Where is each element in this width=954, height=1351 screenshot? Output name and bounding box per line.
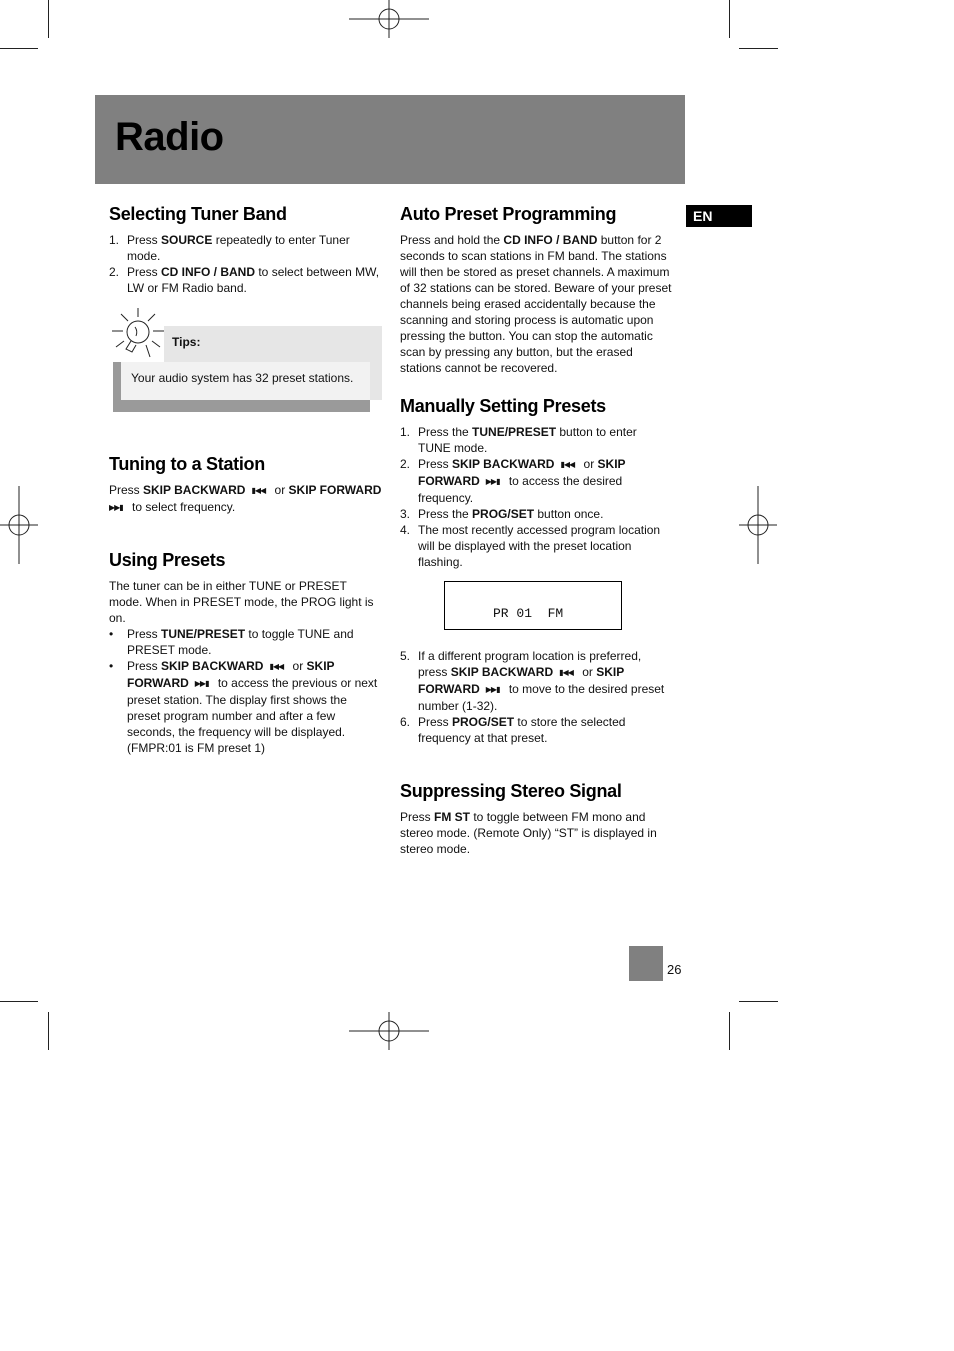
heading-using-presets: Using Presets [109,550,226,570]
list-item: 6. Press PROG/SET to store the selected frequency at that preset. [400,715,626,745]
chapter-header [95,95,685,184]
heading-auto-preset-programming: Auto Preset Programming [400,204,617,224]
skip-forward-icon: ▶▶▮ [485,477,500,486]
stereo-text: Press FM ST to toggle between FM mono and stereo mode. (Remote Only) “ST” is displayed in stereo mode. [400,810,657,856]
tips-text: Your audio system has 32 preset stations. [131,371,354,385]
crop-mark [0,1001,38,1002]
list-item: 3. Press the PROG/SET button once. [400,507,604,521]
tips-frame [113,400,370,412]
list-item: 1. Press the TUNE/PRESET button to enter TUNE mode. [400,425,637,455]
heading-selecting-tuner-band: Selecting Tuner Band [109,204,287,224]
crop-mark [48,1012,49,1050]
skip-backward-icon: ▮◀◀ [269,662,284,671]
registration-mark-left [0,486,40,564]
skip-forward-icon: ▶▶▮ [485,685,500,694]
skip-backward-icon: ▮◀◀ [251,486,266,495]
manual-steps-2 [400,648,672,746]
list-item: 1. Press SOURCE repeatedly to enter Tuner mode. [109,233,350,263]
language-tag: EN [686,205,752,227]
page-number-box [629,946,663,981]
crop-mark [48,0,49,38]
skip-forward-icon: ▶▶▮ [109,503,123,512]
tips-label: Tips: [172,335,201,349]
chapter-title: Radio [115,115,224,159]
skip-backward-icon: ▮◀◀ [559,668,573,677]
manual-steps-1 [400,424,672,570]
crop-mark [729,0,730,38]
heading-suppressing-stereo-signal: Suppressing Stereo Signal [400,781,622,801]
crop-mark [739,48,778,49]
page-number: 26 [667,962,682,977]
heading-tuning-to-a-station: Tuning to a Station [109,454,265,474]
presets-intro: The tuner can be in either TUNE or PRESET mode. When in PRESET mode, the PROG light is on. [109,579,374,625]
skip-forward-icon: ▶▶▮ [194,679,209,688]
selecting-steps [109,232,384,296]
skip-backward-icon: ▮◀◀ [560,460,575,469]
list-item: • Press TUNE/PRESET to toggle TUNE and PRESET mode. [109,627,354,657]
crop-mark [739,1001,778,1002]
list-item: 2. Press CD INFO / BAND to select between MW, LW or FM Radio band. [109,265,380,295]
list-item: 2. Press SKIP BACKWARD ▮◀◀ or SKIP FORWARD ▶▶▮ to access the desired frequency. [400,457,626,505]
tuning-text: Press SKIP BACKWARD ▮◀◀ or SKIP FORWARD ▶▶▮ to select frequency. [109,483,382,514]
crop-mark [729,1012,730,1050]
list-item: • Press SKIP BACKWARD ▮◀◀ or SKIP FORWARD ▶▶▮ to access the previous or next preset station. The display first shows the preset program number and after a few seconds, the frequency will be displayed. (FMPR:01 is FM preset 1) [109,659,378,755]
crop-mark [0,48,38,49]
auto-preset-text: Press and hold the CD INFO / BAND button for 2 seconds to scan stations in FM band. The stations will then be stored as preset channels. A maximum of 32 stations can be stored. Beware of your preset channels being erased accidentally because the scanning and storing process is automatic upon pressing the button. You can stop the automatic scan by pressing any button, but the erased stations cannot be recovered. [400,233,672,375]
heading-manually-setting-presets: Manually Setting Presets [400,396,606,416]
presets-text [109,578,381,756]
registration-mark-top [349,0,429,38]
list-item: 4. The most recently accessed program location will be displayed with the preset location flashing. [400,523,661,569]
lcd-display-sample [444,581,622,630]
list-item: 5. If a different program location is preferred, press SKIP BACKWARD ▮◀◀ or SKIP FORWARD ▶▶▮ to move to the desired preset number (1-32). [400,649,665,713]
registration-mark-right [739,486,779,564]
registration-mark-bottom [349,1012,429,1050]
lcd-display-text: PR 01 FM [493,606,564,621]
lightbulb-icon [108,305,168,363]
